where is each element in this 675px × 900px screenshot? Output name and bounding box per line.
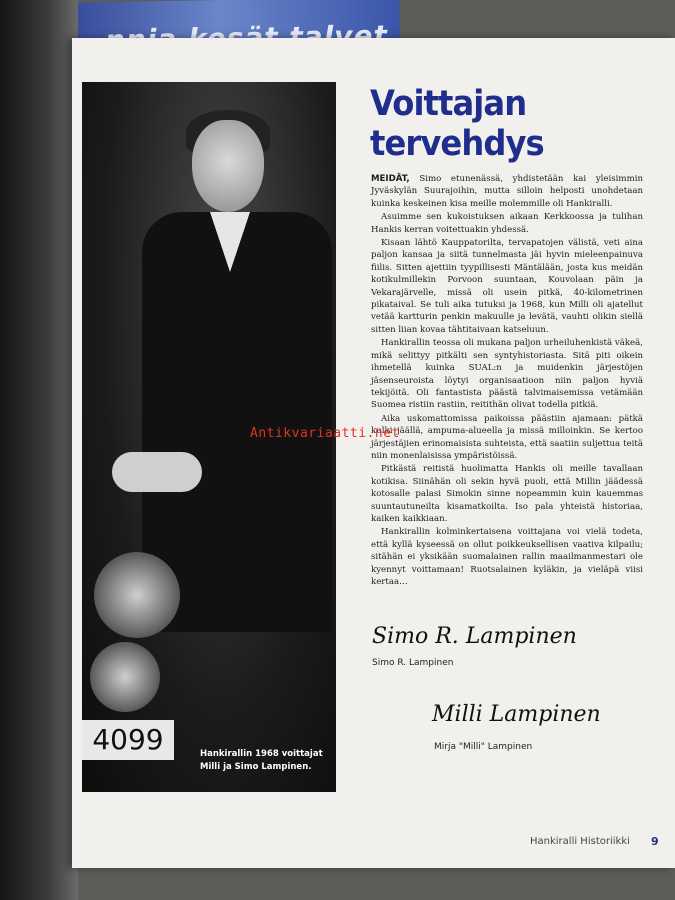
page-number: 9: [651, 835, 659, 848]
caption-line: Hankirallin 1968 voittajat: [200, 749, 323, 759]
title-line: tervehdys: [370, 124, 544, 164]
photo-caption: [200, 748, 332, 774]
signature-name-milli: Mirja "Milli" Lampinen: [434, 742, 533, 752]
article-paragraph: Hankirallin kolminkertaisena voittajana voi vielä todeta, että kyllä kyseessä on ollut poikkeuksellisen vaativa kilpailu; sitähän ei yksikään suomalainen rallin maailmanmestari ole kyennyt voittamaan! Ruotsalainen kyläkin, ja vieläpä viisi kertaa…: [371, 527, 643, 587]
footer-publication: Hankiralli Historiikki: [530, 836, 630, 847]
article-paragraph: Kisaan lähtö Kauppatorilta, tervapatojen välistä, veti aina paljon kansaa ja siitä tunnelmasta jäi hyvin mieleenpainuva fiilis. Sitten ajettiin tyypillisesti Mäntälään, josta kus meidän kotikulmillekin Porvoon suuntaan, Kouvolaan päin ja Vekarajärvelle, missä oli usein pitkä, 40-kilometrinen pikataival. Se tuli aika tutuksi ja 1968, kun Milli oli ajatellut vetää kartturin penkin makuulle ja levätä, vauhti olikin siellä sitten liian kovaa tähtitaivaan katseluun.: [371, 238, 643, 335]
article-title: [370, 84, 544, 164]
photo-headlamp: [94, 552, 180, 638]
article-paragraph: Pitkästä reitistä huolimatta Hankis oli meille tavallaan kotikisa. Siinähän oli sekin hyvä puoli, että Millin jäädessä kotosalle palasi Simokin sinne nopeammin kuin kauemmas suuntautuneilta kisamatkoilta. Iso pala yhteistä historiaa, kaiken kaikkiaan.: [371, 464, 643, 524]
article-paragraph: [371, 173, 643, 210]
background-magazine-text: talvet: [289, 19, 389, 54]
title-line: Voittajan: [370, 84, 527, 124]
article-paragraph: Aika uskomattomissa paikoissa päästiin ajamaan: pätkä kulki jäällä, ampuma-alueella ja missä milloinkin. Se kertoo järjestäjien erinomaisista suhteista, että saatiin suljettua teitä niin monenlaisissa ympäristöissä.: [371, 413, 643, 461]
article-paragraph: Hankirallin teossa oli mukana paljon urheiluhenkistä väkeä, mikä selittyy pitkälti sen syntyhistoriasta. Sitä piti oikein ihmetellä kuinka SUAL:n ja muidenkin järjestöjen jäsenseuroista löytyi organisaatioon niin paljon hyviä tekijöitä. Oli fantastista päästä talvimaisemissa vetämään Suomea ristiin rastiin, reitithän olivat todella pitkiä.: [371, 338, 643, 411]
license-plate: 4099: [82, 720, 174, 760]
paragraph-text: Simo etunenässä, yhdistetään kai yleisimmin Jyväskylän Suurajoihin, mutta silloin helposti unohdetaan kuinka keskeinen kisa meille molemmille oli Hankiralli.: [371, 174, 644, 209]
article-paragraph: Asuimme sen kukoistuksen aikaan Kerkkoossa ja tulihan Hankis kerran voitettuakin yhdessä.: [371, 212, 643, 235]
signature-milli: Milli Lampinen: [432, 702, 601, 727]
photo-hand: [112, 452, 202, 492]
photo-face: [192, 120, 264, 212]
photo-headlamp: [90, 642, 160, 712]
article-body: [371, 173, 643, 589]
signature-simo: Simo R. Lampinen: [372, 624, 577, 649]
caption-line: Milli ja Simo Lampinen.: [200, 762, 312, 772]
watermark: Antikvariaatti.net: [250, 426, 400, 441]
left-page-edge: [0, 0, 78, 900]
lead-word: MEIDÄT,: [371, 174, 410, 184]
signature-name-simo: Simo R. Lampinen: [372, 658, 454, 668]
